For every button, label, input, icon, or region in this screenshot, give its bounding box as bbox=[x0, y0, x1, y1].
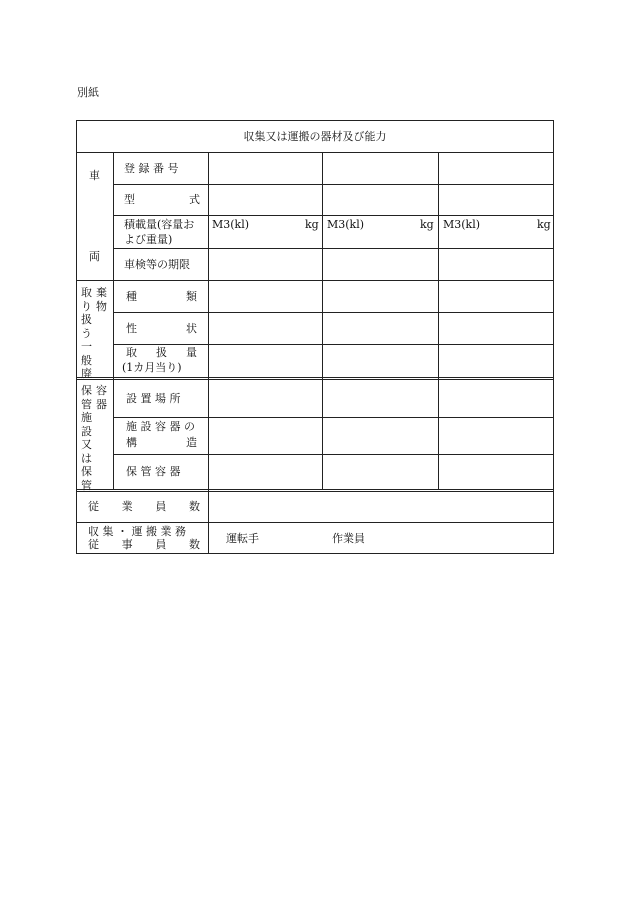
unit-weight-3: kg bbox=[537, 218, 551, 231]
worker-label: 作業員 bbox=[332, 532, 365, 545]
transport-staff-label-1: 収 集 ・ 運 搬 業 務 bbox=[88, 525, 186, 538]
storage-container-label: 保 管 容 器 bbox=[126, 465, 181, 478]
driver-label: 運転手 bbox=[226, 532, 259, 545]
unit-weight-1: kg bbox=[305, 218, 319, 231]
waste-type-label: 種 類 bbox=[126, 290, 197, 303]
waste-amount-label-2: (1カ月当り) bbox=[122, 361, 182, 374]
storage-group-label-col1: 保管施設又は保管 bbox=[81, 384, 92, 492]
waste-group-label-col1: 取り扱う一般廃 bbox=[81, 286, 92, 380]
unit-weight-2: kg bbox=[420, 218, 434, 231]
load-capacity-label-1: 積載量(容量お bbox=[124, 218, 195, 231]
equipment-capacity-form bbox=[76, 120, 554, 554]
installation-location-label: 設 置 場 所 bbox=[126, 392, 181, 405]
unit-volume-1: M3(kl) bbox=[212, 218, 250, 231]
waste-group-label-col2: 棄物 bbox=[96, 286, 107, 313]
employee-count-label: 従 業 員 数 bbox=[88, 500, 200, 513]
unit-volume-2: M3(kl) bbox=[327, 218, 365, 231]
facility-structure-label-1: 施 設 容 器 の bbox=[126, 420, 195, 433]
load-capacity-label-2: よび重量) bbox=[124, 233, 173, 246]
model-label: 型 式 bbox=[124, 193, 200, 206]
registration-number-label: 登 録 番 号 bbox=[124, 162, 179, 175]
waste-amount-label-1: 取 扱 量 bbox=[126, 346, 197, 359]
vehicle-group-label-top: 車 bbox=[89, 169, 100, 182]
vehicle-group-label-bottom: 両 bbox=[89, 250, 100, 263]
transport-staff-label-2: 従 事 員 数 bbox=[88, 538, 200, 551]
unit-volume-3: M3(kl) bbox=[443, 218, 481, 231]
storage-group-label-col2: 容器 bbox=[96, 384, 107, 411]
form-title: 収集又は運搬の器材及び能力 bbox=[243, 130, 387, 143]
waste-nature-label: 性 状 bbox=[126, 322, 197, 335]
facility-structure-label-2: 構 造 bbox=[126, 436, 197, 449]
form-grid bbox=[76, 120, 554, 554]
attachment-label: 別紙 bbox=[77, 86, 99, 99]
inspection-expiry-label: 車検等の期限 bbox=[124, 258, 190, 271]
